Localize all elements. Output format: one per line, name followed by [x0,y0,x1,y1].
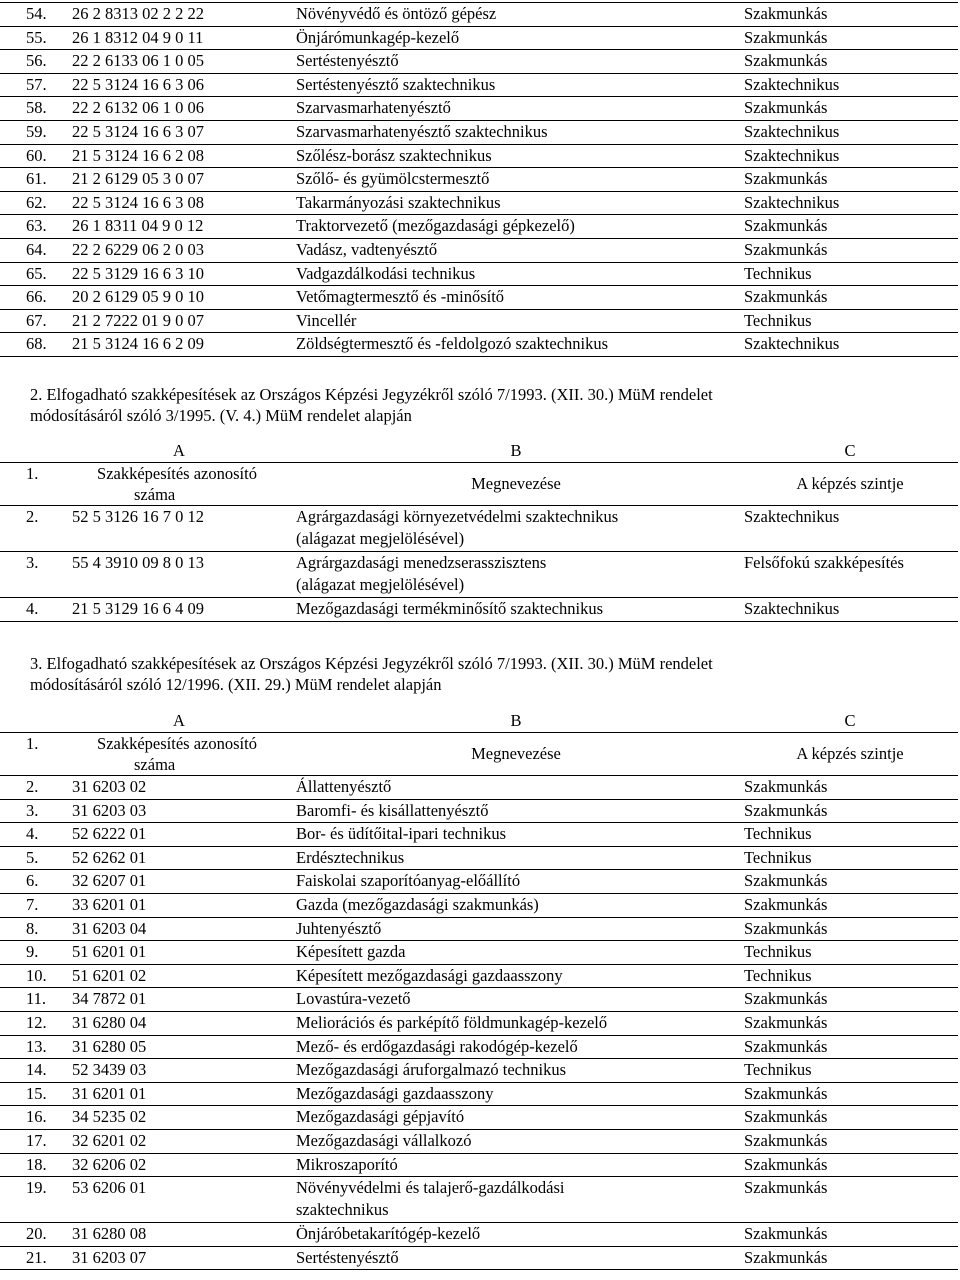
column-header-row [0,463,958,506]
qualification-name: Sertéstenyésztő [290,50,738,74]
qualification-name: Traktorvezető (mezőgazdasági gépkezelő) [290,215,738,239]
qualification-level: Szakmunkás [738,1153,958,1177]
header-code-line-1: Szakképesítés azonosító [97,464,257,483]
qualification-name [290,1106,738,1130]
row-number: 17. [0,1129,64,1153]
qualification-name-line-1: Mezőgazdasági áruforgalmazó technikus [296,1060,567,1080]
qualification-name [290,776,738,800]
qualification-name-line-1: Agrárgazdasági menedzserasszisztens [296,553,547,572]
qualification-level: Szaktechnikus [738,144,958,168]
qualification-name-line-1: Állattenyésztő [296,777,392,796]
row-number: 3. [0,799,64,823]
qualification-level: Szaktechnikus [738,333,958,357]
column-letter-a: A [64,440,290,463]
row-number: 60. [0,144,64,168]
qualification-name-line-1: Mezőgazdasági gépjavító [296,1107,465,1127]
qualification-code: 22 2 6229 06 2 0 03 [64,238,290,262]
qualification-name: Sertéstenyésztő szaktechnikus [290,73,738,97]
qualification-code: 22 5 3124 16 6 3 06 [64,73,290,97]
table-row [0,120,958,144]
qualification-level: Szakmunkás [738,893,958,917]
row-number: 4. [0,823,64,847]
qualification-name [290,1011,738,1035]
row-number: 62. [0,191,64,215]
qualifications-table-1 [0,2,958,357]
qualification-name: Szőlész-borász szaktechnikus [290,144,738,168]
qualification-code: 32 6207 01 [64,870,290,894]
qualification-level: Szakmunkás [738,215,958,239]
qualification-name [290,1246,738,1270]
qualification-name-line-1: Gazda (mezőgazdasági szakmunkás) [296,894,539,914]
row-number: 15. [0,1082,64,1106]
qualification-level: Technikus [738,309,958,333]
qualification-name-line-1: Önjáróbetakarítógép-kezelő [296,1224,481,1244]
qualification-name: Vincellér [290,309,738,333]
table-row [0,917,958,941]
qualification-name: Vadgazdálkodási technikus [290,262,738,286]
qualification-code: 31 6203 04 [64,917,290,941]
qualification-name [290,552,738,598]
qualification-code: 31 6203 07 [64,1246,290,1270]
table-row [0,333,958,357]
qualification-name [290,1153,738,1177]
qualification-level: Technikus [738,262,958,286]
qualification-name-line-1: Meliorációs és parképítő földmunkagép-kezelő [296,1012,608,1032]
qualification-code: 22 5 3124 16 6 3 08 [64,191,290,215]
header-code [64,463,290,506]
section-3-line-2: módosításáról szóló 12/1996. (XII. 29.) MüM rendelet alapján [30,675,442,694]
table-row [0,1246,958,1270]
qualification-level: Szaktechnikus [738,506,958,552]
qualification-code: 31 6203 03 [64,799,290,823]
table-row [0,846,958,870]
column-letter-blank [0,710,64,733]
qualification-name-line-1: Mezőgazdasági gazdaasszony [296,1083,494,1103]
qualification-code: 52 3439 03 [64,1059,290,1083]
row-number: 14. [0,1059,64,1083]
qualification-name: Szarvasmarhatenyésztő [290,97,738,121]
qualifications-table-3 [0,710,958,1270]
row-number: 55. [0,26,64,50]
row-number: 9. [0,941,64,965]
table-row [0,964,958,988]
qualification-code: 31 6280 08 [64,1223,290,1247]
row-number: 68. [0,333,64,357]
qualification-level: Szaktechnikus [738,191,958,215]
table-row [0,1035,958,1059]
row-number: 20. [0,1223,64,1247]
qualification-level: Technikus [738,964,958,988]
row-number: 58. [0,97,64,121]
qualification-name [290,506,738,552]
row-number: 2. [0,506,64,552]
qualification-name-line-1: Mezőgazdasági vállalkozó [296,1130,472,1150]
table-row [0,215,958,239]
qualifications-table-2 [0,440,958,622]
row-number: 6. [0,870,64,894]
row-number: 65. [0,262,64,286]
qualification-name-line-1: Képesített gazda [296,942,406,962]
row-number: 13. [0,1035,64,1059]
table-row [0,3,958,27]
column-letter-b: B [290,710,738,733]
qualification-name [290,823,738,847]
qualification-name-line-1: Sertéstenyésztő [296,1247,399,1267]
qualification-level: Szakmunkás [738,1129,958,1153]
qualification-level: Technikus [738,846,958,870]
qualification-code: 22 5 3129 16 6 3 10 [64,262,290,286]
section-3-line-1: 3. Elfogadható szakképesítések az Országos Képzési Jegyzékről szóló 7/1993. (XII. 30.) MüM rendelet [30,654,713,673]
table-row [0,50,958,74]
table-row [0,286,958,310]
qualification-name-line-1: Mezőgazdasági termékminősítő szaktechnikus [296,599,603,618]
qualification-name-line-1: Lovastúra-vezető [296,989,411,1009]
table-row [0,73,958,97]
qualification-name-line-1: Mező- és erdőgazdasági rakodógép-kezelő [296,1036,578,1056]
row-number: 66. [0,286,64,310]
qualification-level: Szakmunkás [738,1011,958,1035]
qualification-name [290,1059,738,1083]
qualification-name-line-2: szaktechnikus [296,1200,389,1220]
qualification-code: 52 6262 01 [64,846,290,870]
qualification-code: 51 6201 02 [64,964,290,988]
qualification-level: Szakmunkás [738,988,958,1012]
column-letter-blank [0,440,64,463]
row-number: 16. [0,1106,64,1130]
qualification-name: Szőlő- és gyümölcstermesztő [290,168,738,192]
section-2-heading [30,384,934,426]
row-number: 54. [0,3,64,27]
qualification-level: Szakmunkás [738,1082,958,1106]
header-code [64,733,290,776]
qualification-code: 51 6201 01 [64,941,290,965]
qualification-name: Növényvédő és öntöző gépész [290,3,738,27]
column-letter-c: C [738,710,958,733]
table-row [0,168,958,192]
qualification-name-line-1: Mikroszaporító [296,1154,398,1174]
qualification-code: 21 2 7222 01 9 0 07 [64,309,290,333]
qualification-code: 34 5235 02 [64,1106,290,1130]
column-letter-row [0,710,958,733]
qualification-name-line-1: Erdésztechnikus [296,847,405,867]
qualification-name-line-1: Baromfi- és kisállattenyésztő [296,800,489,820]
qualification-level: Technikus [738,941,958,965]
qualification-name-line-1: Képesített mezőgazdasági gazdaasszony [296,965,563,985]
table-row [0,776,958,800]
qualification-code: 31 6280 04 [64,1011,290,1035]
qualification-level: Szakmunkás [738,1035,958,1059]
row-number: 59. [0,120,64,144]
qualification-level: Szakmunkás [738,168,958,192]
qualification-level: Szakmunkás [738,917,958,941]
row-number: 8. [0,917,64,941]
qualification-code: 31 6280 05 [64,1035,290,1059]
qualification-code: 32 6201 02 [64,1129,290,1153]
header-code-line-1: Szakképesítés azonosító [97,734,257,753]
qualification-level: Szakmunkás [738,799,958,823]
row-number: 56. [0,50,64,74]
qualification-code: 22 5 3124 16 6 3 07 [64,120,290,144]
qualification-level: Szakmunkás [738,1223,958,1247]
qualification-name-line-1: Növényvédelmi és talajerő-gazdálkodási [296,1178,565,1198]
qualification-name: Szarvasmarhatenyésztő szaktechnikus [290,120,738,144]
table-row [0,262,958,286]
table-row [0,598,958,622]
row-number: 64. [0,238,64,262]
qualification-name [290,1223,738,1247]
qualification-code: 21 5 3124 16 6 2 09 [64,333,290,357]
qualification-code: 26 2 8313 02 2 2 22 [64,3,290,27]
qualification-code: 31 6203 02 [64,776,290,800]
table-row [0,870,958,894]
table-row [0,506,958,552]
row-number: 19. [0,1177,64,1223]
qualification-name [290,917,738,941]
qualification-level: Szakmunkás [738,286,958,310]
section-2-line-1: 2. Elfogadható szakképesítések az Országos Képzési Jegyzékről szóló 7/1993. (XII. 30.) MüM rendelet [30,385,713,404]
section-2-line-2: módosításáról szóló 3/1995. (V. 4.) MüM rendelet alapján [30,406,412,425]
qualification-code: 52 6222 01 [64,823,290,847]
column-letter-b: B [290,440,738,463]
qualification-level: Felsőfokú szakképesítés [738,552,958,598]
qualification-code: 22 2 6133 06 1 0 05 [64,50,290,74]
table-row [0,893,958,917]
qualification-level: Szakmunkás [738,776,958,800]
qualification-name [290,1177,738,1223]
qualification-name: Vadász, vadtenyésztő [290,238,738,262]
qualification-code: 21 5 3129 16 6 4 09 [64,598,290,622]
qualification-name: Takarmányozási szaktechnikus [290,191,738,215]
table-row [0,1129,958,1153]
qualification-code: 55 4 3910 09 8 0 13 [64,552,290,598]
table-row [0,1153,958,1177]
header-code-line-2: száma [134,485,176,504]
qualification-level: Szakmunkás [738,238,958,262]
qualification-name [290,598,738,622]
row-number: 7. [0,893,64,917]
row-number: 5. [0,846,64,870]
qualification-code: 26 1 8312 04 9 0 11 [64,26,290,50]
qualification-name-line-1: Juhtenyésztő [296,918,382,938]
qualification-level: Szakmunkás [738,50,958,74]
qualification-code: 26 1 8311 04 9 0 12 [64,215,290,239]
qualification-name [290,1129,738,1153]
row-number: 12. [0,1011,64,1035]
qualification-code: 22 2 6132 06 1 0 06 [64,97,290,121]
table-row [0,97,958,121]
row-number: 67. [0,309,64,333]
table-row [0,1223,958,1247]
row-number: 11. [0,988,64,1012]
qualification-name [290,846,738,870]
table-row [0,309,958,333]
qualification-code: 21 5 3124 16 6 2 08 [64,144,290,168]
qualification-name-line-1: Agrárgazdasági környezetvédelmi szaktechnikus [296,507,619,526]
row-number: 4. [0,598,64,622]
qualification-name [290,964,738,988]
row-number: 63. [0,215,64,239]
qualification-level: Szakmunkás [738,3,958,27]
table-row [0,941,958,965]
qualification-level: Szakmunkás [738,1177,958,1223]
row-number: 18. [0,1153,64,1177]
qualification-code: 32 6206 02 [64,1153,290,1177]
header-number: 1. [0,733,64,776]
qualification-name [290,799,738,823]
qualification-level: Szakmunkás [738,1246,958,1270]
header-number: 1. [0,463,64,506]
qualification-level: Szaktechnikus [738,598,958,622]
qualification-name-line-1: Faiskolai szaporítóanyag-előállító [296,871,521,891]
header-level: A képzés szintje [738,463,958,506]
qualification-name [290,988,738,1012]
header-name: Megnevezése [290,733,738,776]
column-letter-c: C [738,440,958,463]
table-row [0,238,958,262]
qualification-level: Szaktechnikus [738,120,958,144]
table-row [0,799,958,823]
qualification-code: 20 2 6129 05 9 0 10 [64,286,290,310]
qualification-name-line-2: (alágazat megjelölésével) [296,575,465,594]
qualification-name [290,893,738,917]
header-level: A képzés szintje [738,733,958,776]
table-row [0,191,958,215]
qualification-level: Szakmunkás [738,1106,958,1130]
qualification-code: 21 2 6129 05 3 0 07 [64,168,290,192]
qualification-code: 34 7872 01 [64,988,290,1012]
qualification-name [290,870,738,894]
table-row [0,823,958,847]
table-row [0,1082,958,1106]
qualification-code: 53 6206 01 [64,1177,290,1223]
qualification-level: Technikus [738,1059,958,1083]
section-3-heading [30,653,934,695]
qualification-name [290,1082,738,1106]
row-number: 2. [0,776,64,800]
header-name: Megnevezése [290,463,738,506]
qualification-code: 31 6201 01 [64,1082,290,1106]
qualification-level: Szakmunkás [738,97,958,121]
column-letter-row [0,440,958,463]
row-number: 21. [0,1246,64,1270]
table-row [0,1059,958,1083]
table-row [0,1011,958,1035]
qualification-level: Technikus [738,823,958,847]
table-row [0,144,958,168]
qualification-code: 52 5 3126 16 7 0 12 [64,506,290,552]
qualification-name: Önjárómunkagép-kezelő [290,26,738,50]
table-row [0,552,958,598]
qualification-name [290,941,738,965]
qualification-level: Szaktechnikus [738,73,958,97]
row-number: 61. [0,168,64,192]
qualification-name-line-2: (alágazat megjelölésével) [296,529,465,548]
qualification-name [290,1035,738,1059]
qualification-name: Vetőmagtermesztő és -minősítő [290,286,738,310]
qualification-name: Zöldségtermesztő és -feldolgozó szaktechnikus [290,333,738,357]
qualification-code: 33 6201 01 [64,893,290,917]
qualification-level: Szakmunkás [738,26,958,50]
table-row [0,26,958,50]
table-row [0,1177,958,1223]
qualification-name-line-1: Bor- és üdítőital-ipari technikus [296,824,506,844]
column-header-row [0,733,958,776]
qualification-level: Szakmunkás [738,870,958,894]
table-row [0,988,958,1012]
header-code-line-2: száma [134,755,176,774]
table-row [0,1106,958,1130]
row-number: 57. [0,73,64,97]
row-number: 10. [0,964,64,988]
row-number: 3. [0,552,64,598]
column-letter-a: A [64,710,290,733]
